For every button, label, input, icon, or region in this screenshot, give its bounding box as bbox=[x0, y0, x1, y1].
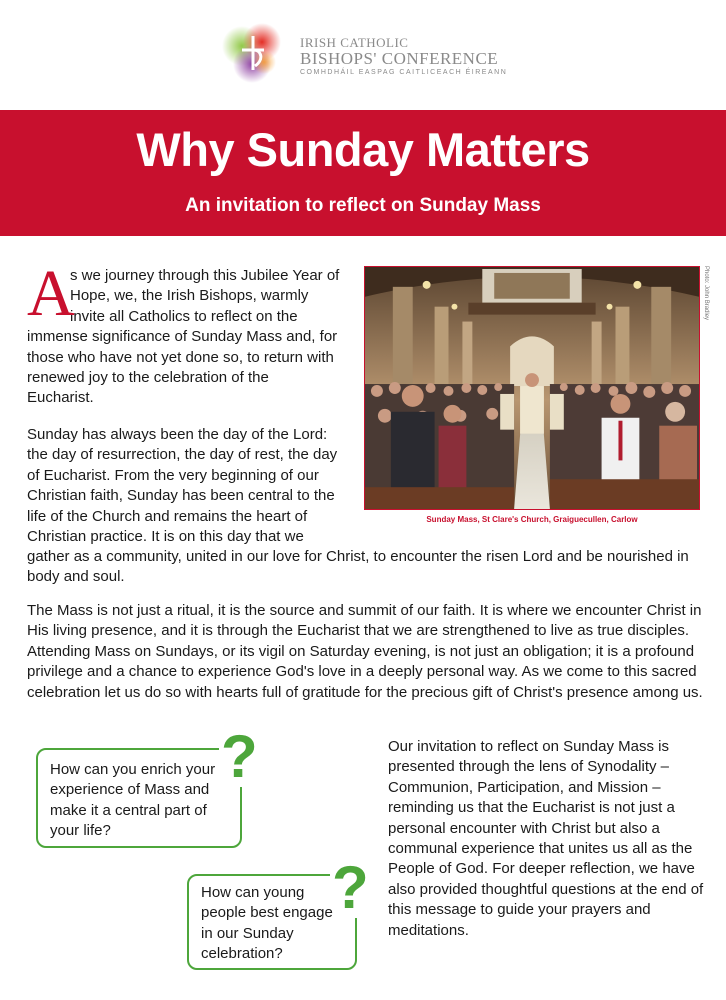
intro-line: s we journey through this Jubilee Year of bbox=[70, 267, 340, 284]
paragraph-line: Christian faith, Sunday has been central to the bbox=[27, 487, 335, 505]
mass-congregation-image bbox=[365, 267, 699, 509]
synodality-paragraph: Our invitation to reflect on Sunday Mass is presented through the lens of Synodality – Communion, Participation, and Mission – reminding us that the Eucharist is not just a personal encounter with Christ but also a communal experience that unites us all as the People of God. For deeper reflection, we have also provided thoughtful questions at the end of this message to guide your prayers and meditations. bbox=[388, 738, 704, 939]
paragraph-line: life of the Church and remains the heart of bbox=[27, 507, 308, 525]
paragraph-line: the day of resurrection, the day of rest, the day bbox=[27, 446, 338, 464]
intro-line: invite all Catholics to reflect on the bbox=[70, 307, 298, 325]
logo-line-1: IRISH CATHOLIC bbox=[300, 35, 409, 50]
page-subtitle: An invitation to reflect on Sunday Mass bbox=[185, 195, 541, 216]
mass-paragraph: The Mass is not just a ritual, it is the source and summit of our faith. It is where we encounter Christ in His living presence, and it is through the Eucharist that we are strengthened to live as true disciples. Attending Mass on Sundays, or its vigil on Saturday evening, is not just an obligation; it is a profound privilege and a chance to experience God's love in a deeply personal way. As we come to this sacred celebration let us do so with hearts full of gratitude for the precious gift of Christ's presence among us. bbox=[27, 602, 703, 701]
question-text: How can you enrich your experience of Mass and make it a central part of your life? bbox=[50, 761, 216, 840]
question-mark-icon: ? bbox=[221, 723, 258, 790]
page-title: Why Sunday Matters bbox=[136, 123, 590, 176]
logo-wordmark bbox=[300, 36, 507, 78]
sunday-paragraph-continued: gather as a community, united in our love for Christ, to encounter the risen Lord and be nourished in body and soul. bbox=[27, 548, 689, 586]
church-photo bbox=[364, 266, 700, 510]
question-text: How can young people best engage in our Sunday celebration? bbox=[201, 884, 333, 963]
paragraph-line: Christian practice. It is on this day that we bbox=[27, 528, 304, 546]
drop-cap: A bbox=[27, 257, 75, 330]
sunday-paragraph bbox=[27, 425, 357, 547]
intro-paragraph bbox=[27, 257, 357, 409]
photo-caption: Sunday Mass, St Clare's Church, Graiguecullen, Carlow bbox=[426, 515, 638, 524]
conference-logo bbox=[222, 22, 512, 84]
intro-line: Eucharist. bbox=[27, 389, 94, 407]
title-banner bbox=[0, 110, 726, 236]
intro-line: those who have not yet done so, to return with bbox=[27, 348, 334, 366]
intro-line: Hope, we, the Irish Bishops, warmly bbox=[70, 287, 309, 305]
question-mark-icon: ? bbox=[332, 854, 369, 921]
paragraph-line: of Eucharist. From the very beginning of our bbox=[27, 466, 319, 484]
logo-line-3: COMHDHÁIL EASPAG CAITLICEACH ÉIREANN bbox=[300, 69, 508, 76]
conference-emblem-icon bbox=[222, 22, 284, 84]
logo-line-2: BISHOPS' CONFERENCE bbox=[300, 49, 499, 68]
intro-line: renewed joy to the celebration of the bbox=[27, 369, 269, 387]
paragraph-line: Sunday has always been the day of the Lord: bbox=[27, 426, 328, 443]
intro-line: immense significance of Sunday Mass and, for bbox=[27, 328, 338, 346]
photo-credit: Photo: John Bradley bbox=[703, 266, 709, 321]
